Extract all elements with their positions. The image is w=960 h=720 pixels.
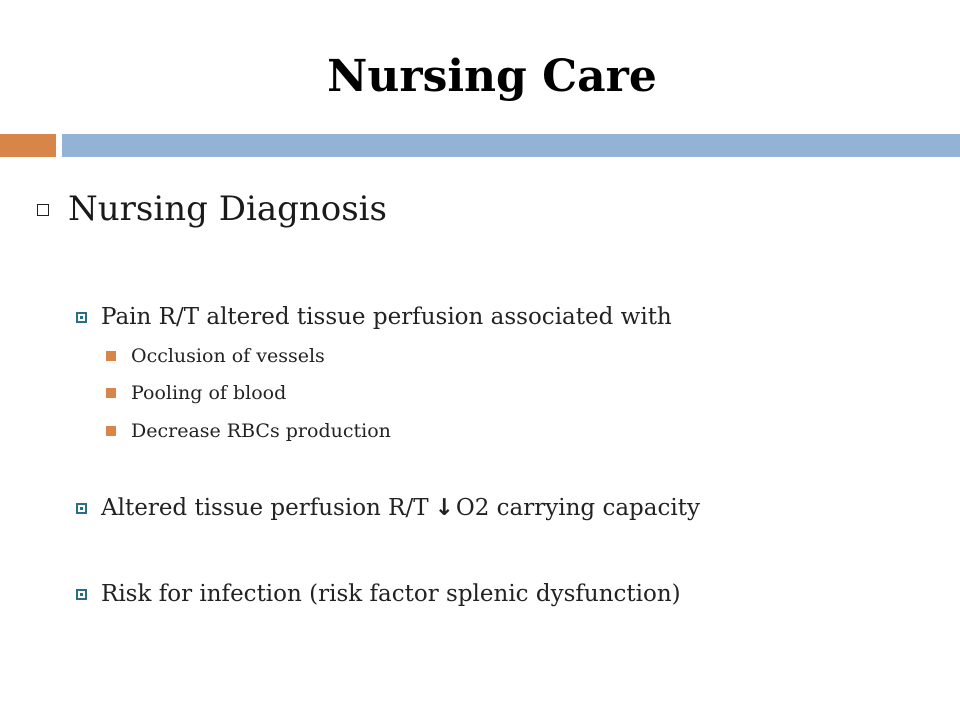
- accent-bar-blue: [62, 134, 960, 157]
- filled-square-icon: [106, 351, 116, 361]
- bullet-text: Pain R/T altered tissue perfusion associated with: [101, 304, 672, 330]
- box-bullet-icon: [76, 589, 87, 600]
- sub-bullet-item: [106, 419, 391, 443]
- bullet-item-risk-infection: [76, 579, 681, 609]
- bullet-text: [101, 493, 700, 523]
- heading-item: [37, 186, 387, 232]
- heading-text: Nursing Diagnosis: [68, 189, 387, 229]
- slide-title: Nursing Care: [327, 51, 657, 102]
- filled-square-icon: [106, 388, 116, 398]
- filled-square-icon: [106, 426, 116, 436]
- bullet-text-after: O2 carrying capacity: [455, 495, 700, 521]
- sub-bullet-item: [106, 344, 325, 368]
- sub-bullet-text: Decrease RBCs production: [131, 420, 391, 442]
- sub-bullet-text: Occlusion of vessels: [131, 345, 325, 367]
- bullet-item-altered-perfusion: [76, 493, 700, 523]
- bullet-item-pain: [76, 302, 672, 332]
- bullet-text: Risk for infection (risk factor splenic dysfunction): [101, 581, 681, 607]
- box-bullet-icon: [76, 503, 87, 514]
- box-bullet-icon: [76, 312, 87, 323]
- sub-bullet-item: [106, 381, 286, 405]
- sub-bullet-text: Pooling of blood: [131, 382, 287, 404]
- bullet-text-before: Altered tissue perfusion R/T: [101, 495, 429, 521]
- accent-bar-orange: [0, 134, 56, 157]
- down-arrow-icon: ↓: [434, 495, 454, 521]
- hollow-square-icon: [37, 204, 49, 216]
